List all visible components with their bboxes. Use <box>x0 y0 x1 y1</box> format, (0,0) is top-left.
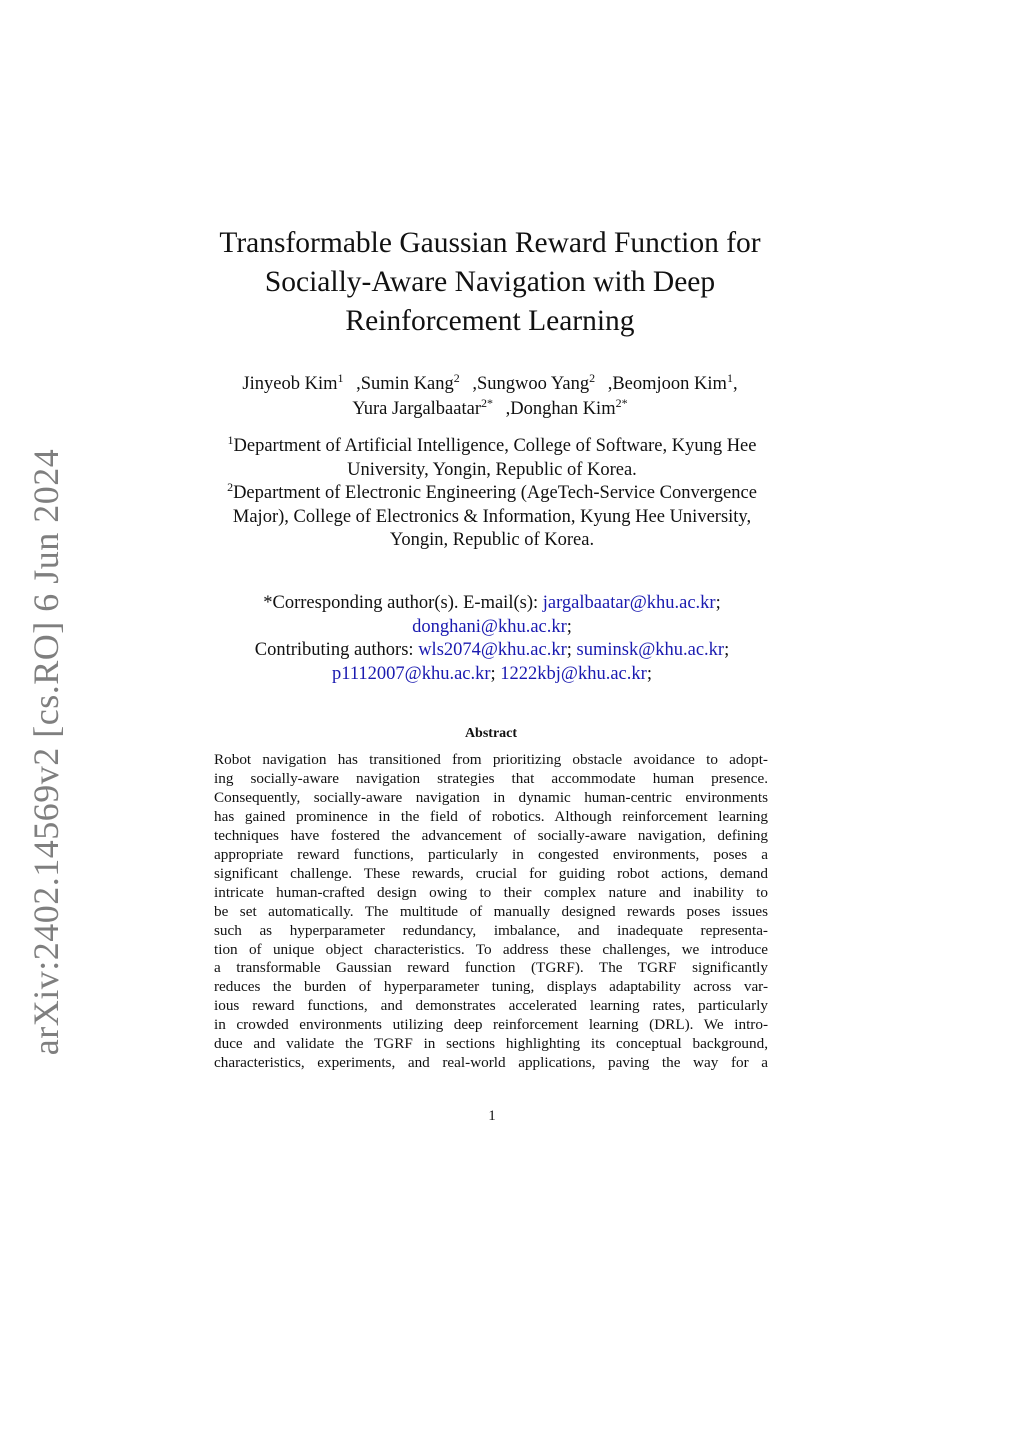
author-list <box>150 372 830 422</box>
abstract-line: tion of unique object characteristics. To address these challenges, we introduce <box>214 940 768 958</box>
contributing-line: p1112007@khu.ac.kr; 1222kbj@khu.ac.kr; <box>332 663 652 684</box>
arxiv-identifier-text: arXiv:2402.14569v2 [cs.RO] 6 Jun 2024 <box>26 448 66 1056</box>
author: , Donghan Kim$^{2*}$ <box>506 399 628 419</box>
paper-title <box>150 224 830 341</box>
author: , Beomjoon Kim$^1$, <box>608 374 738 394</box>
corresponding-line: *Corresponding author(s). E-mail(s): jargalbaatar@khu.ac.kr; <box>263 593 721 613</box>
author: Yura Jargalbaatar$^{2*}$ <box>352 395 493 419</box>
abstract-line: reduces the burden of hyperparameter tuning, displays adaptability across var- <box>214 978 768 996</box>
abstract-line: ious reward functions, and demonstrates accelerated learning rates, particularly <box>214 997 768 1015</box>
email-link[interactable]: p1112007@khu.ac.kr <box>332 663 491 684</box>
abstract-line: techniques have fostered the advancement of socially-aware navigation, defining <box>214 826 768 844</box>
abstract-line: be set automatically. The multitude of manually designed rewards poses issues <box>214 902 768 920</box>
abstract-line: intricate human-crafted design owing to their complex nature and inability to <box>214 883 768 901</box>
arxiv-identifier <box>16 448 76 1056</box>
title-line: Transformable Gaussian Reward Function for <box>219 227 761 259</box>
contributing-line: Contributing authors: wls2074@khu.ac.kr; suminsk@khu.ac.kr; <box>254 640 730 660</box>
author: , Sumin Kang$^2$ <box>356 374 460 394</box>
author-line <box>150 372 830 397</box>
abstract-line: significant challenge. These rewards, crucial for guiding robot actions, demand <box>214 864 768 882</box>
abstract-line: characteristics, experiments, and real-world applications, paving the way for a <box>214 1054 768 1072</box>
author: , Sungwoo Yang$^2$ <box>472 374 595 394</box>
abstract-text <box>214 751 768 1073</box>
abstract-line: a transformable Gaussian reward function (TGRF). The TGRF significantly <box>214 959 768 977</box>
title-line: Reinforcement Learning <box>345 305 635 337</box>
abstract-line: ing socially-aware navigation strategies that accommodate human presence. <box>214 769 768 787</box>
abstract-line: in crowded environments utilizing deep reinforcement learning (DRL). We intro- <box>214 1016 768 1034</box>
abstract-line: appropriate reward functions, particularly in congested environments, poses a <box>214 845 768 863</box>
abstract-line: Consequently, socially-aware navigation in dynamic human-centric environments <box>214 788 768 806</box>
correspondence <box>190 592 794 686</box>
page-number: 1 <box>488 1108 496 1124</box>
abstract-heading: Abstract <box>464 726 518 741</box>
affiliation: $^1$Department of Artificial Intelligence, College of Software, Kyung Hee University, Yongin, Republic of Korea. <box>227 432 757 480</box>
email-link[interactable]: jargalbaatar@khu.ac.kr <box>542 593 716 613</box>
abstract-line: such as hyperparameter redundancy, imbalance, and inadequate representa- <box>214 921 768 939</box>
corresponding-line: donghani@khu.ac.kr; <box>412 616 572 637</box>
abstract-line: has gained prominence in the field of robotics. Although reinforcement learning <box>214 807 768 825</box>
abstract-line: duce and validate the TGRF in sections highlighting its conceptual background, <box>214 1035 768 1053</box>
email-link[interactable]: suminsk@khu.ac.kr <box>576 640 725 660</box>
email-link[interactable]: wls2074@khu.ac.kr <box>418 640 567 660</box>
title-line: Socially-Aware Navigation with Deep <box>264 266 716 298</box>
email-link[interactable]: donghani@khu.ac.kr <box>412 616 567 637</box>
author-line <box>150 397 830 422</box>
email-link[interactable]: 1222kbj@khu.ac.kr <box>500 663 647 684</box>
abstract-line: Robot navigation has transitioned from prioritizing obstacle avoidance to adopt- <box>214 751 768 768</box>
affiliation: $^2$Department of Electronic Engineering (AgeTech-Service Convergence Major), College of Electronics & Information, Kyung Hee University, Yongin, Republic of Korea. <box>227 479 757 550</box>
affiliations <box>190 432 794 553</box>
author: Jinyeob Kim$^1$ <box>242 370 344 394</box>
